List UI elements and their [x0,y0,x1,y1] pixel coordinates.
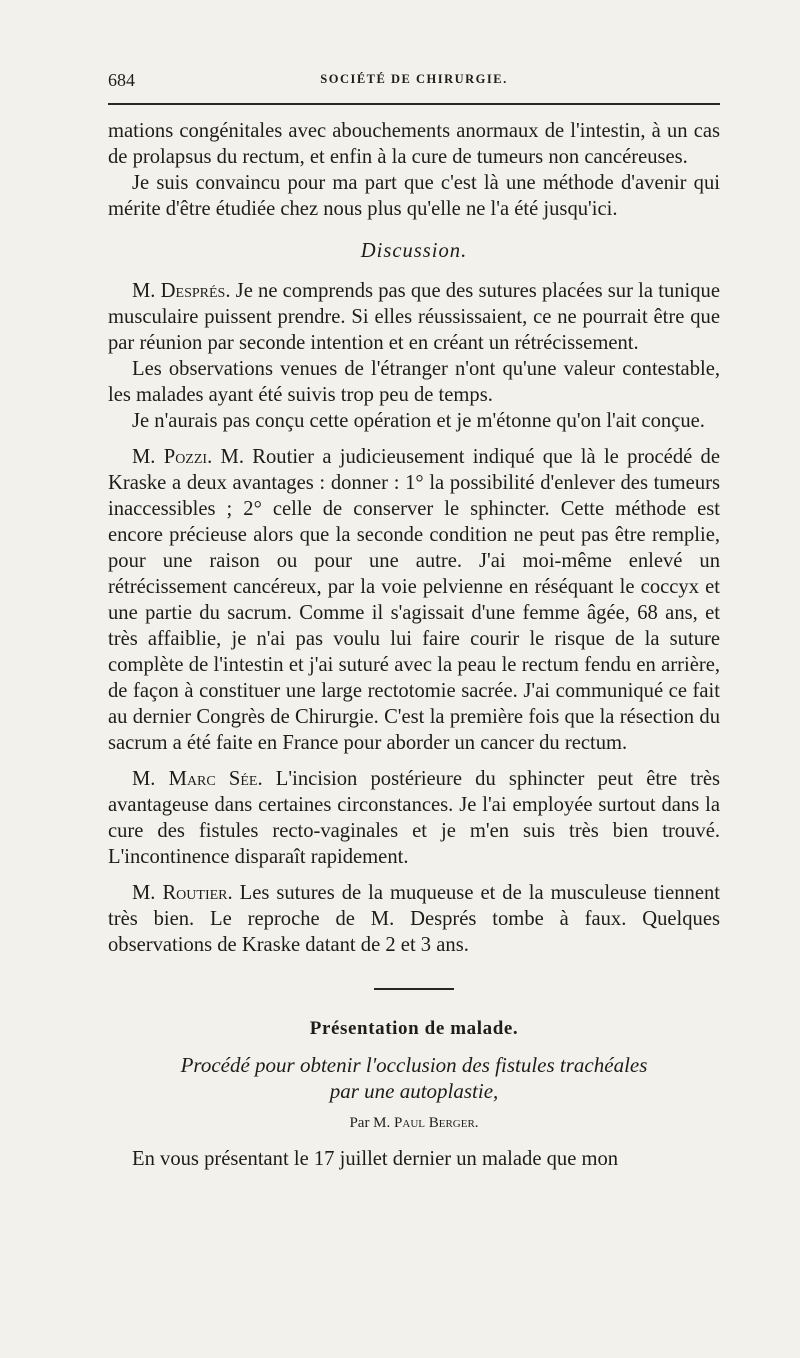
paragraph-methode-avenir: Je suis convaincu pour ma part que c'est là une méthode d'avenir qui mérite d'être étudiée chez nous plus qu'elle ne l'a été jusqu'ici. [108,172,720,220]
routier-text: Les sutures de la muqueuse et de la musculeuse tiennent très bien. Le reproche de M. Després tombe à faux. Quelques observations de Kraske datant de 2 et 3 ans. [108,882,720,956]
paragraph-marc-see [108,766,720,870]
body-text [108,118,720,1172]
paragraph-concu: Je n'aurais pas conçu cette opération et je m'étonne qu'on l'ait conçue. [132,410,705,432]
section-heading-presentation: Présentation de malade. [309,1018,519,1039]
paragraph-routier [108,880,720,958]
section-heading-discussion: Discussion. [360,240,468,262]
despres-text: Je ne comprends pas que des sutures placées sur la tunique musculaire puissent prendre. Si elles réussissaient, ce ne pourrait être que par réunion par seconde intention et en créant un rétrécissement. [108,280,720,354]
paragraph-pozzi [108,444,720,756]
subtitle-line-2: par une autoplastie, [329,1079,499,1103]
page-header [108,70,720,100]
speaker-marc-see: M. Marc Sée. [132,768,263,790]
speaker-pozzi: M. Pozzi. [132,446,213,468]
page-number: 684 [108,70,135,90]
paragraph-final: En vous présentant le 17 juillet dernier un malade que mon [132,1148,619,1170]
section-divider [374,988,454,990]
header-rule [108,103,720,105]
running-title: SOCIÉTÉ DE CHIRURGIE. [320,72,508,86]
paragraph-continuation: mations congénitales avec abouchements anormaux de l'intestin, à un cas de prolapsus du rectum, et enfin à la cure de tumeurs non cancéreuses. [108,120,720,168]
subtitle-line-1: Procédé pour obtenir l'occlusion des fistules trachéales [180,1053,648,1077]
speaker-despres: M. Després. [132,280,231,302]
paragraph-despres [108,278,720,356]
marc-see-text: L'incision postérieure du sphincter peut être très avantageuse dans certaines circonstances. Je l'ai employée surtout dans la cure des fistules recto-vaginales et je m'en suis très bien trouvé. L'incontinence disparaît rapidement. [108,768,720,868]
pozzi-text: M. Routier a judicieusement indiqué que là le procédé de Kraske a deux avantages : donner : 1° la possibilité d'enlever des tumeurs inaccessibles ; 2° celle de conserver le sphincter. Cette méthode est encore précieuse alors que la seconde condition ne peut pas être remplie, pour une raison ou pour une autre. J'ai moi-même enlevé un rétrécissement cancéreux, par la voie pelvienne en réséquant le coccyx et une partie du sacrum. Comme il s'agissait d'une femme âgée, 68 ans, et très affaiblie, je n'ai pas voulu lui faire courir le risque de la suture complète de l'intestin et j'ai suturé avec la peau le rectum fendu en arrière, de façon à constituer une large rectotomie sacrée. J'ai communiqué ce fait au dernier Congrès de Chirurgie. C'est la première fois que la résection du sacrum a été faite en France pour aborder un cancer du rectum. [108,446,720,754]
paragraph-observations: Les observations venues de l'étranger n'ont qu'une valeur contestable, les malades ayant été suivis trop peu de temps. [108,358,720,406]
byline-author: Paul Berger. [394,1115,479,1131]
speaker-routier: M. Routier. [132,882,233,904]
byline-prefix: Par M. [349,1115,395,1131]
byline [108,1110,720,1136]
